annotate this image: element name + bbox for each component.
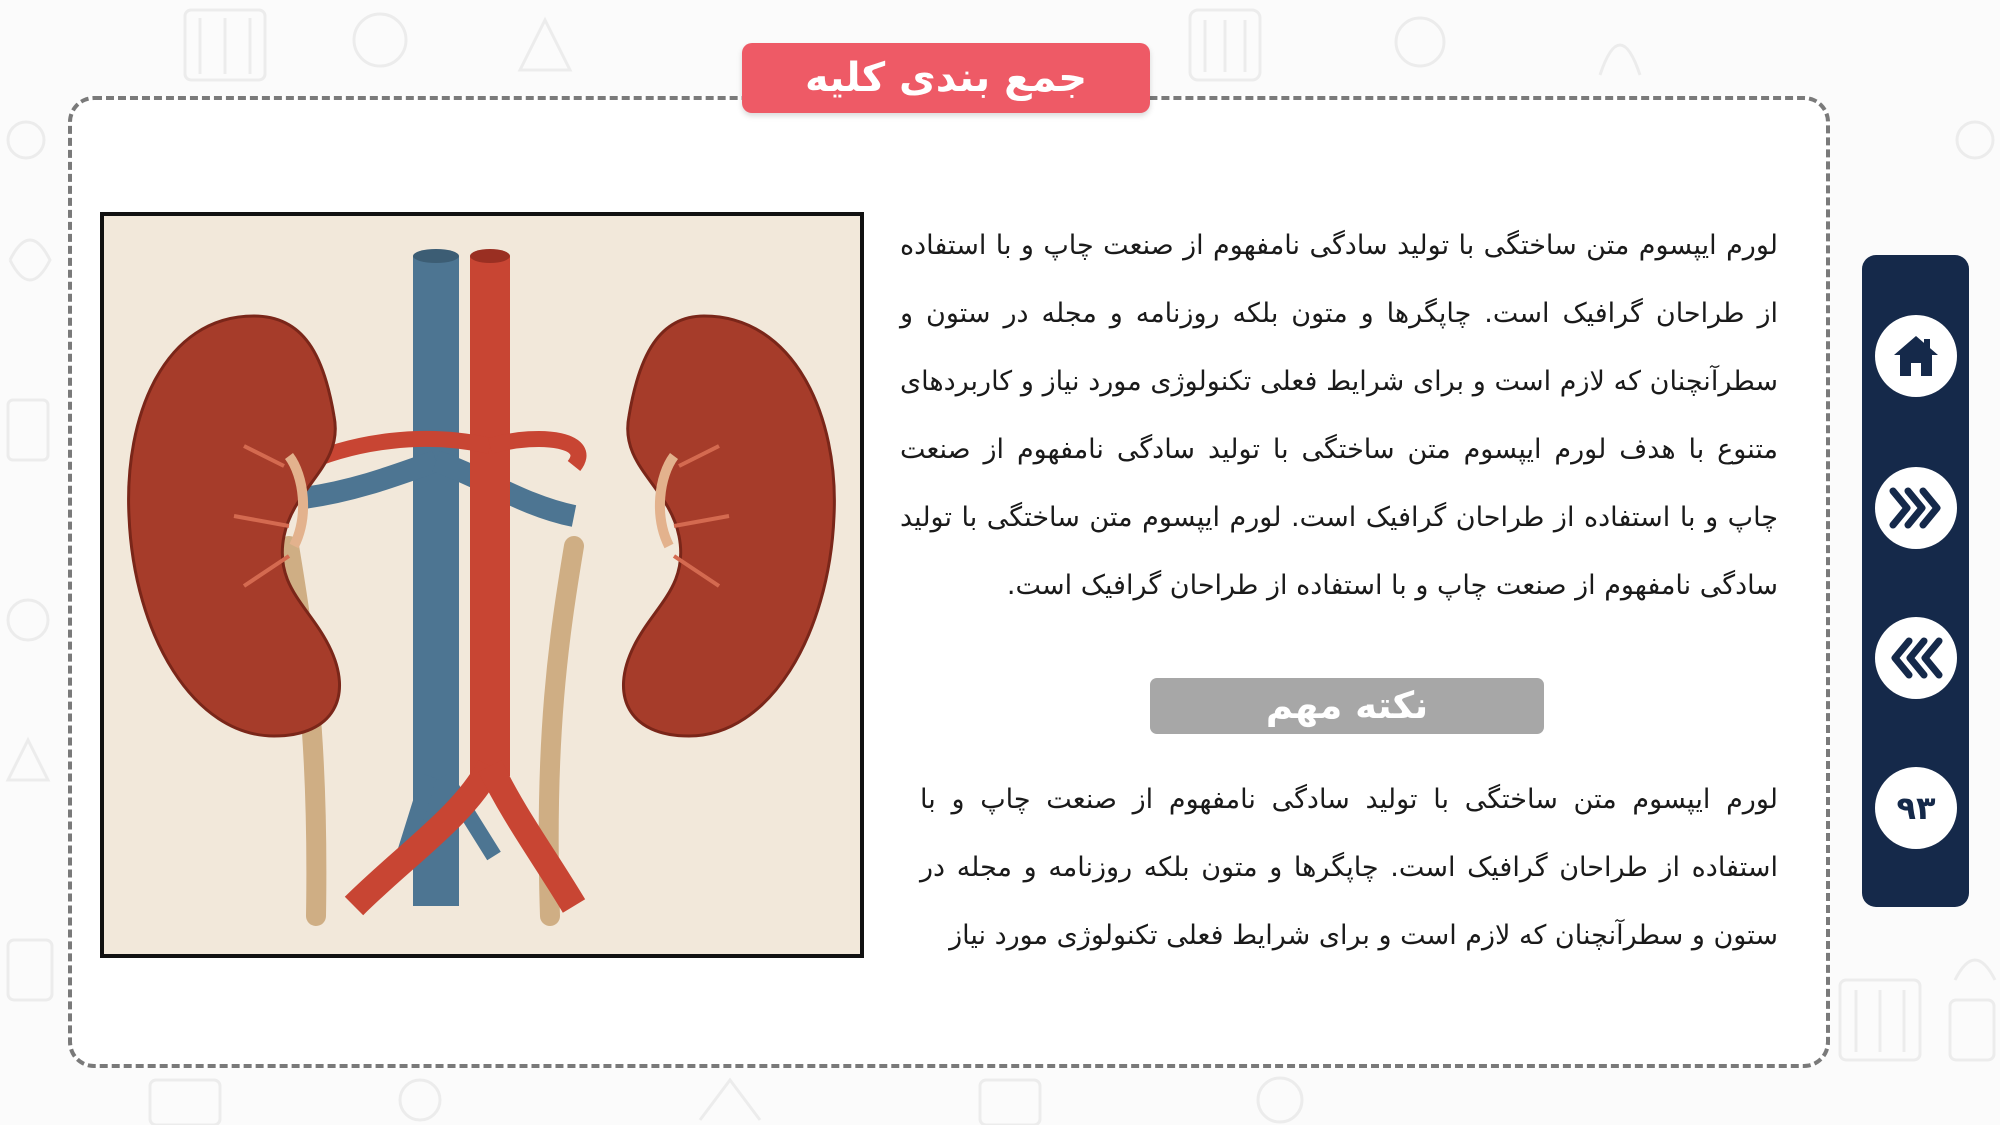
kidney-illustration <box>100 212 864 958</box>
previous-slide-button[interactable] <box>1875 617 1957 699</box>
next-slide-button[interactable] <box>1875 467 1957 549</box>
important-note-label: نکته مهم <box>1150 678 1544 734</box>
chevrons-left-icon <box>1889 637 1943 679</box>
chevrons-right-icon <box>1889 487 1943 529</box>
home-icon <box>1891 333 1941 379</box>
page-number: ۹۳ <box>1875 767 1957 849</box>
important-note-paragraph: لورم ایپسوم متن ساختگی با تولید سادگی نامفهوم از صنعت چاپ و با استفاده از طراحان گرافیک است. چاپگرها و متون بلکه روزنامه و مجله در ستون و سطرآنچنان که لازم است و برای شرایط فعلی تکنولوژی مورد نیاز <box>920 784 1778 951</box>
summary-paragraph: لورم ایپسوم متن ساختگی با تولید سادگی نامفهوم از صنعت چاپ و با استفاده از طراحان گرافیک است. چاپگرها و متون بلکه روزنامه و مجله در ستون و سطرآنچنان که لازم است و برای شرایط فعلی تکنولوژی مورد نیاز و کاربردهای متنوع با هدف لورم ایپسوم متن ساختگی با تولید سادگی نامفهوم از صنعت چاپ و با استفاده از طراحان گرافیک است. لورم ایپسوم متن ساختگی با تولید سادگی نامفهوم از صنعت چاپ و با استفاده از طراحان گرافیک است. <box>900 230 1778 601</box>
side-navigation <box>1862 255 1969 907</box>
home-button[interactable] <box>1875 315 1957 397</box>
slide-title: جمع بندی کلیه <box>742 43 1150 113</box>
